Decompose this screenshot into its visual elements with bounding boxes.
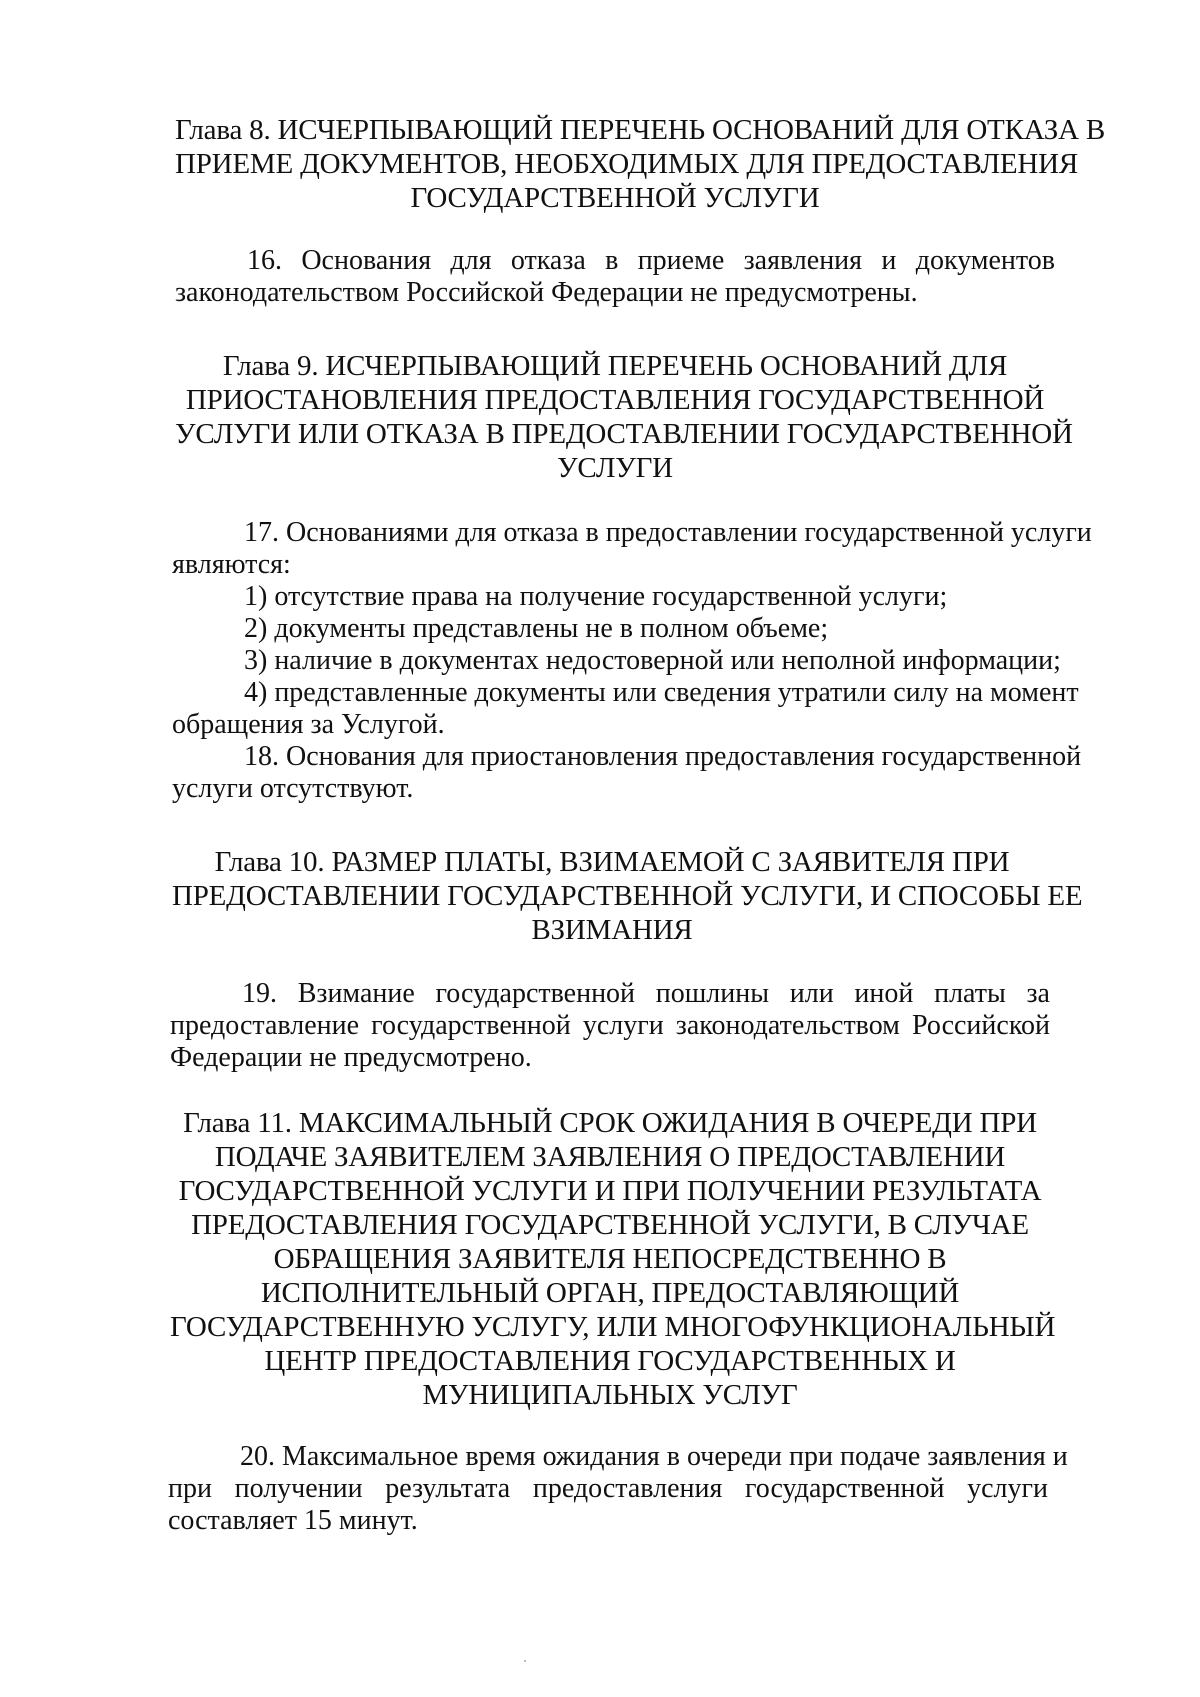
chapter-8-heading-line: Глава 8. ИСЧЕРПЫВАЮЩИЙ ПЕРЕЧЕНЬ ОСНОВАНИЙ ДЛЯ ОТКАЗА В — [175, 114, 1106, 146]
paragraph-line: законодательством Российской Федерации не предусмотрены. — [175, 277, 918, 308]
paragraph-17-item-4 — [172, 677, 1079, 741]
paragraph-20 — [168, 1441, 1068, 1537]
chapter-11-heading-line: ОБРАЩЕНИЯ ЗАЯВИТЕЛЯ НЕПОСРЕДСТВЕННО В — [273, 1243, 947, 1275]
paragraph-line: 18. Основания для приостановления предоставления государственной — [244, 741, 1082, 772]
chapter-10-heading — [172, 845, 1083, 947]
chapter-8-heading-line: ГОСУДАРСТВЕННОЙ УСЛУГИ — [410, 182, 820, 214]
chapter-11-heading-line: ПРЕДОСТАВЛЕНИЯ ГОСУДАРСТВЕННОЙ УСЛУГИ, В СЛУЧАЕ — [191, 1209, 1029, 1241]
list-item: 3) наличие в документах недостоверной или неполной информации; — [244, 645, 1061, 676]
chapter-9-heading-line: ПРИОСТАНОВЛЕНИЯ ПРЕДОСТАВЛЕНИЯ ГОСУДАРСТВЕННОЙ — [185, 384, 1045, 416]
chapter-11-heading-line: ГОСУДАРСТВЕННУЮ УСЛУГУ, ИЛИ МНОГОФУНКЦИОНАЛЬНЫЙ — [170, 1311, 1056, 1343]
paragraph-line: составляет 15 минут. — [168, 1505, 418, 1536]
chapter-10-heading-line: ВЗИМАНИЯ — [531, 914, 693, 946]
chapter-11-heading-line: Глава 11. МАКСИМАЛЬНЫЙ СРОК ОЖИДАНИЯ В ОЧЕРЕДИ ПРИ — [183, 1107, 1037, 1139]
chapter-9-heading-line: Глава 9. ИСЧЕРПЫВАЮЩИЙ ПЕРЕЧЕНЬ ОСНОВАНИЙ ДЛЯ — [222, 350, 1008, 382]
chapter-11-heading-line: ИСПОЛНИТЕЛЬНЫЙ ОРГАН, ПРЕДОСТАВЛЯЮЩИЙ — [260, 1277, 960, 1309]
list-item: 2) документы представлены не в полном объеме; — [244, 613, 829, 644]
paragraph-line: предоставление государственной услуги законодательством Российской — [170, 1010, 1050, 1041]
paragraph-line: обращения за Услугой. — [172, 709, 445, 740]
paragraph-line: 20. Максимальное время ожидания в очереди при подаче заявления и — [240, 1441, 1068, 1472]
paragraph-16 — [175, 245, 1055, 309]
chapter-11-heading-line: ЦЕНТР ПРЕДОСТАВЛЕНИЯ ГОСУДАРСТВЕННЫХ И — [264, 1345, 956, 1377]
scan-speck — [524, 1660, 526, 1662]
chapter-11-heading — [170, 1106, 1056, 1412]
chapter-9-heading-line: УСЛУГИ — [557, 452, 673, 484]
paragraph-17 — [172, 517, 1092, 581]
list-item: 4) представленные документы или сведения утратили силу на момент — [244, 677, 1079, 708]
chapter-9-heading — [175, 349, 1073, 485]
chapter-11-heading-line: ГОСУДАРСТВЕННОЙ УСЛУГИ И ПРИ ПОЛУЧЕНИИ РЕЗУЛЬТАТА — [178, 1175, 1042, 1207]
list-item: 1) отсутствие права на получение государственной услуги; — [244, 581, 948, 612]
paragraph-19 — [170, 978, 1050, 1074]
paragraph-line: при получении результата предоставления государственной услуги — [168, 1473, 1048, 1504]
paragraph-line: 17. Основаниями для отказа в предоставлении государственной услуги — [244, 517, 1092, 548]
paragraph-18 — [172, 741, 1082, 805]
paragraph-line: услуги отсутствуют. — [172, 773, 414, 804]
chapter-9-heading-line: УСЛУГИ ИЛИ ОТКАЗА В ПРЕДОСТАВЛЕНИИ ГОСУДАРСТВЕННОЙ — [175, 418, 1073, 450]
chapter-10-heading-line: Глава 10. РАЗМЕР ПЛАТЫ, ВЗИМАЕМОЙ С ЗАЯВИТЕЛЯ ПРИ — [214, 846, 1010, 878]
paragraph-line: 16. Основания для отказа в приеме заявления и документов — [247, 245, 1055, 276]
paragraph-line: Федерации не предусмотрено. — [170, 1042, 532, 1073]
chapter-11-heading-line: МУНИЦИПАЛЬНЫХ УСЛУГ — [422, 1379, 798, 1411]
chapter-8-heading-line: ПРИЕМЕ ДОКУМЕНТОВ, НЕОБХОДИМЫХ ДЛЯ ПРЕДОСТАВЛЕНИЯ — [175, 148, 1079, 180]
chapter-8-heading — [175, 113, 1106, 215]
chapter-11-heading-line: ПОДАЧЕ ЗАЯВИТЕЛЕМ ЗАЯВЛЕНИЯ О ПРЕДОСТАВЛЕНИИ — [214, 1141, 1006, 1173]
chapter-10-heading-line: ПРЕДОСТАВЛЕНИИ ГОСУДАРСТВЕННОЙ УСЛУГИ, И СПОСОБЫ ЕЕ — [172, 880, 1083, 912]
paragraph-line: являются: — [172, 549, 291, 580]
paragraph-17-list — [172, 581, 1061, 677]
paragraph-line: 19. Взимание государственной пошлины или иной платы за — [242, 978, 1050, 1009]
